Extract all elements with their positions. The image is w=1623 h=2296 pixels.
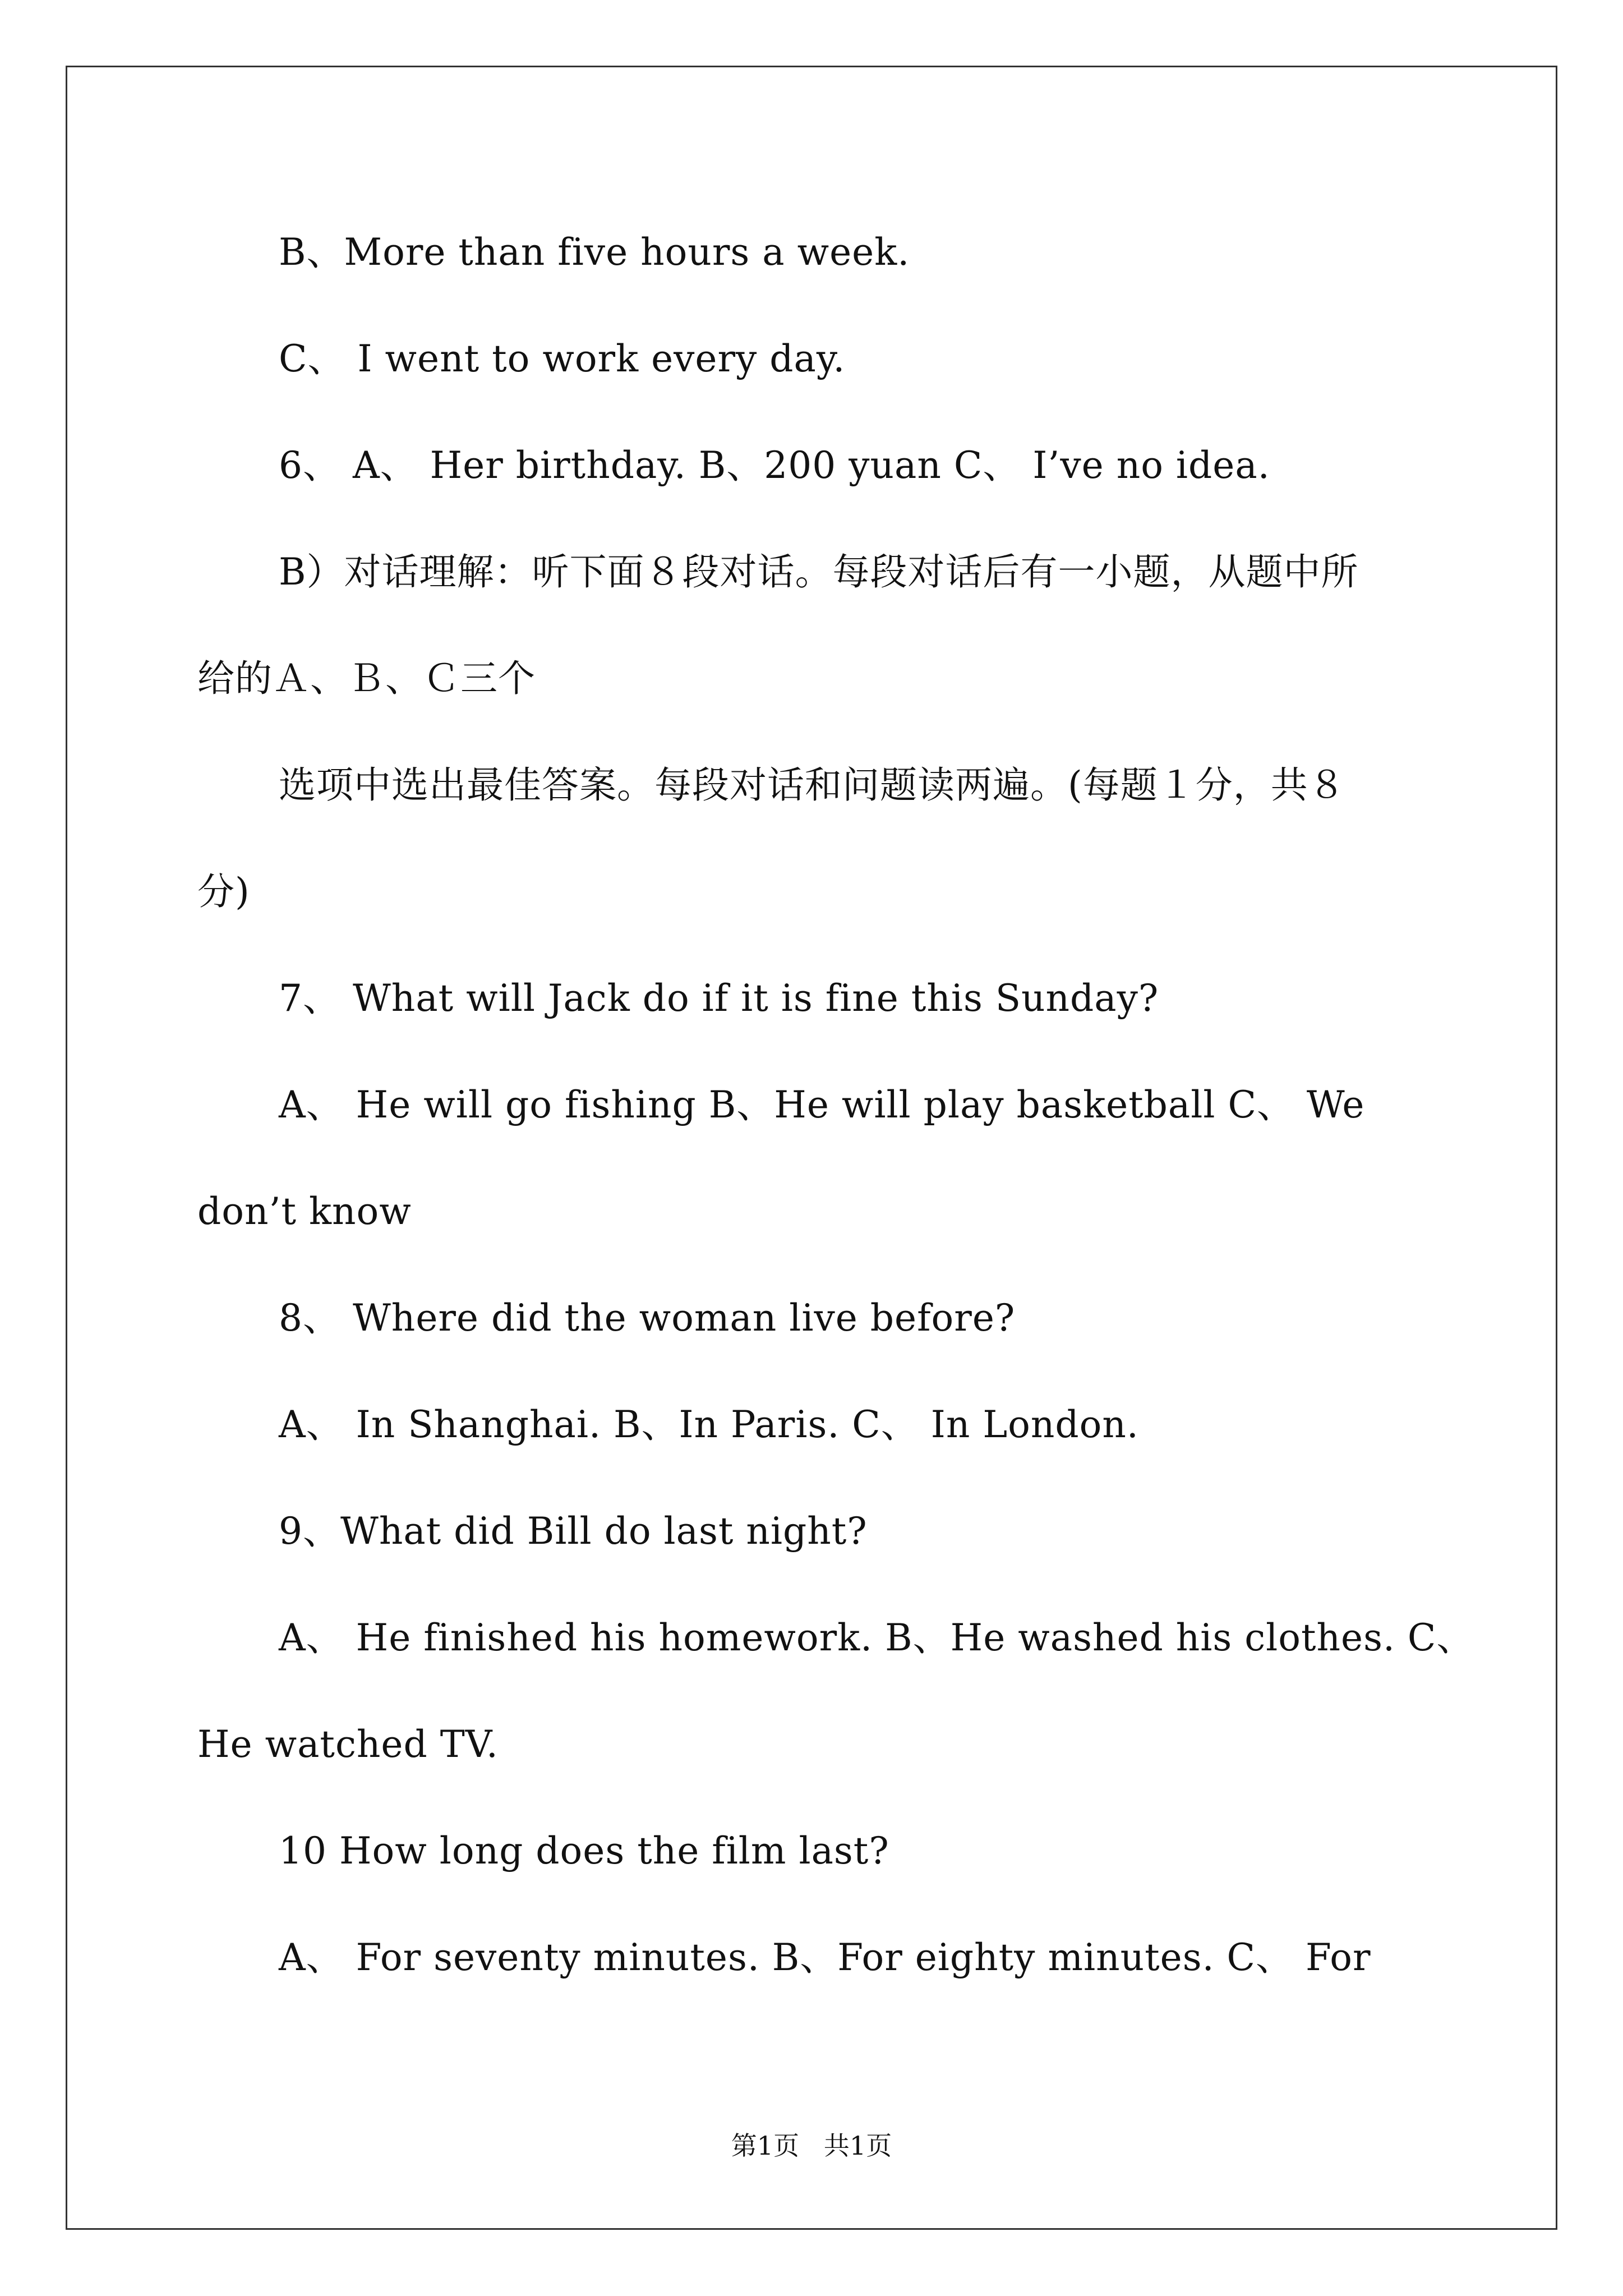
text-line: A、 In Shanghai. B、In Paris. C、 In London.: [279, 1403, 1139, 1446]
text-line: don’t know: [197, 1190, 412, 1233]
page-footer: 第1页 共1页: [731, 2131, 892, 2161]
text-line: He watched TV.: [197, 1723, 499, 1766]
text-line: A、 For seventy minutes. B、For eighty minutes. C、 For: [279, 1936, 1371, 1979]
text-line: 9、What did Bill do last night?: [279, 1510, 868, 1553]
text-line: 选项中选出最佳答案。每段对话和问题读两遍。(每题１分，共８: [279, 763, 1346, 807]
page-border: [66, 66, 1557, 2230]
text-line: 分): [197, 870, 250, 913]
text-line: B）对话理解：听下面８段对话。每段对话后有一小题，从题中所: [279, 550, 1359, 593]
text-line: 给的Ａ、Ｂ、Ｃ三个: [197, 657, 536, 700]
text-line: A、 He will go fishing B、He will play basketball C、 We: [279, 1083, 1365, 1126]
text-line: B、More than five hours a week.: [279, 231, 910, 274]
text-line: A、 He finished his homework. B、He washed his clothes. C、: [279, 1616, 1474, 1659]
text-line: 10 How long does the film last?: [279, 1829, 889, 1872]
text-line: C、 I went to work every day.: [279, 337, 846, 380]
text-line: 8、 Where did the woman live before?: [279, 1296, 1016, 1340]
text-line: 6、 A、 Her birthday. B、200 yuan C、 I’ve no idea.: [279, 444, 1270, 487]
text-line: 7、 What will Jack do if it is fine this Sunday?: [279, 977, 1159, 1020]
